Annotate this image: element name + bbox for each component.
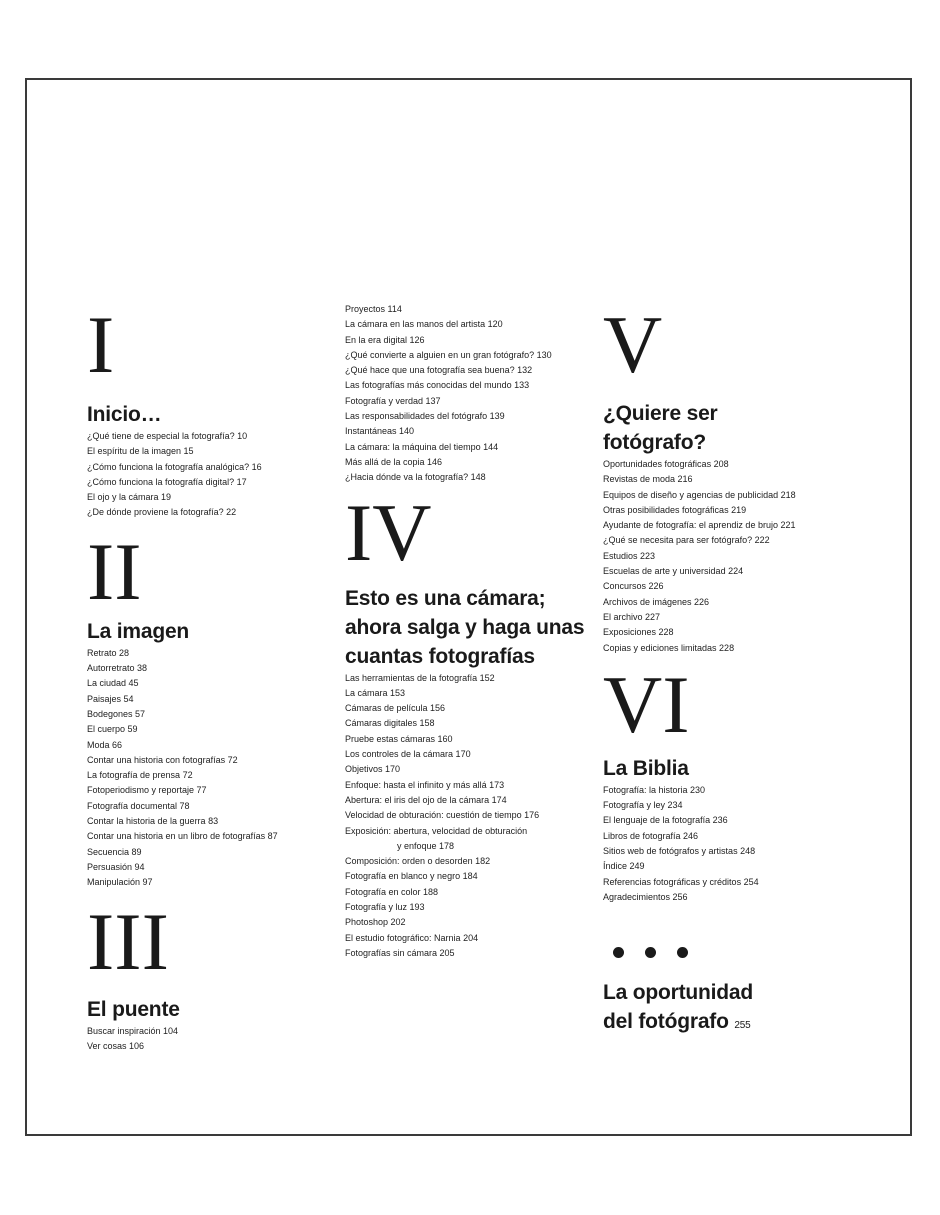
toc-item[interactable]: Persuasión 94 <box>87 861 145 872</box>
toc-item[interactable]: Contar una historia en un libro de fotografías 87 <box>87 831 278 842</box>
section-numeral-v: V <box>603 299 663 390</box>
toc-item[interactable]: Secuencia 89 <box>87 846 142 857</box>
toc-list-el-puente-continued <box>345 302 595 486</box>
section-title-line: fotógrafo? <box>603 431 706 454</box>
toc-item[interactable]: Fotoperiodismo y reportaje 77 <box>87 785 207 796</box>
toc-item[interactable]: ¿Qué hace que una fotografía sea buena? 132 <box>345 365 533 376</box>
toc-list-la-biblia <box>603 783 843 905</box>
section-title-line: Esto es una cámara; <box>345 586 546 610</box>
toc-item[interactable]: Manipulación 97 <box>87 877 153 888</box>
toc-item[interactable]: La ciudad 45 <box>87 678 139 689</box>
toc-item[interactable]: Cámaras digitales 158 <box>345 718 435 729</box>
page-number: 255 <box>734 1020 751 1032</box>
dot-icon <box>613 947 624 958</box>
section-title-el-puente: El puente <box>87 997 180 1021</box>
toc-item[interactable]: Velocidad de obturación: cuestión de tiempo 176 <box>345 810 540 821</box>
section-title-la-biblia: La Biblia <box>603 756 689 780</box>
toc-list-camara <box>345 671 595 962</box>
toc-item[interactable]: Las fotografías más conocidas del mundo 133 <box>345 380 530 391</box>
toc-item[interactable]: Fotografía y ley 234 <box>603 800 683 811</box>
toc-item[interactable]: La cámara 153 <box>345 687 406 698</box>
section-title-camara <box>345 584 595 671</box>
toc-item[interactable]: Ver cosas 106 <box>87 1040 145 1051</box>
toc-item[interactable]: Enfoque: hasta el infinito y más allá 173 <box>345 779 505 790</box>
toc-item[interactable]: ¿De dónde proviene la fotografía? 22 <box>87 507 237 518</box>
toc-item[interactable]: El lenguaje de la fotografía 236 <box>603 815 728 826</box>
section-title-inicio: Inicio… <box>87 403 162 426</box>
toc-item[interactable]: La fotografía de prensa 72 <box>87 770 193 781</box>
toc-item[interactable]: Ayudante de fotografía: el aprendiz de brujo 221 <box>603 520 796 531</box>
toc-item[interactable]: Paisajes 54 <box>87 693 134 704</box>
toc-item[interactable]: El estudio fotográfico: Narnia 204 <box>345 932 479 943</box>
toc-item[interactable]: Contar la historia de la guerra 83 <box>87 816 219 827</box>
section-numeral-iv: IV <box>345 486 432 578</box>
toc-item[interactable]: Fotografía: la historia 230 <box>603 784 706 795</box>
section-title-la-oportunidad <box>603 978 843 1040</box>
toc-item[interactable]: Contar una historia con fotografías 72 <box>87 754 238 765</box>
section-title-text: del fotógrafo <box>603 1010 729 1034</box>
section-title-la-imagen: La imagen <box>87 619 190 643</box>
toc-item[interactable]: En la era digital 126 <box>345 334 425 345</box>
toc-item[interactable]: Moda 66 <box>87 739 123 750</box>
toc-item[interactable]: El espíritu de la imagen 15 <box>87 446 194 457</box>
toc-item[interactable]: Referencias fotográficas y créditos 254 <box>603 876 759 887</box>
toc-item[interactable]: Composición: orden o desorden 182 <box>345 856 491 867</box>
section-title-line: La oportunidad <box>603 981 754 1005</box>
toc-item[interactable]: Cámaras de película 156 <box>345 703 446 714</box>
ellipsis-dots-icon <box>603 947 843 958</box>
column-2 <box>345 302 595 961</box>
toc-item[interactable]: Oportunidades fotográficas 208 <box>603 459 729 469</box>
toc-item[interactable]: ¿Cómo funciona la fotografía analógica? 16 <box>87 461 262 472</box>
dot-icon <box>677 947 688 958</box>
toc-item[interactable]: Escuelas de arte y universidad 224 <box>603 566 744 577</box>
toc-item[interactable]: Proyectos 114 <box>345 304 402 314</box>
toc-item[interactable]: Agradecimientos 256 <box>603 891 688 902</box>
toc-item[interactable]: Exposición: abertura, velocidad de obturación <box>345 825 528 836</box>
toc-item[interactable]: Exposiciones 228 <box>603 627 674 638</box>
toc-item[interactable]: Los controles de la cámara 170 <box>345 749 471 760</box>
dot-icon <box>645 947 656 958</box>
toc-item[interactable]: Las responsabilidades del fotógrafo 139 <box>345 411 505 422</box>
toc-item[interactable]: Fotografía y luz 193 <box>345 902 425 913</box>
toc-item[interactable]: Bodegones 57 <box>87 708 146 719</box>
section-numeral-iii: III <box>87 895 169 987</box>
toc-list-el-puente <box>87 1024 327 1055</box>
section-title-line: ahora salga y haga unas <box>345 615 585 639</box>
toc-item[interactable]: Revistas de moda 216 <box>603 474 693 485</box>
section-title-line: ¿Quiere ser <box>603 402 718 425</box>
toc-item[interactable]: Instantáneas 140 <box>345 426 415 437</box>
toc-item[interactable]: El archivo 227 <box>603 611 661 622</box>
toc-item[interactable]: La cámara en las manos del artista 120 <box>345 319 503 330</box>
toc-item[interactable]: Copias y ediciones limitadas 228 <box>603 642 735 653</box>
section-title-line <box>603 1007 843 1040</box>
toc-item[interactable]: Objetivos 170 <box>345 764 401 775</box>
toc-item[interactable]: Sitios web de fotógrafos y artistas 248 <box>603 846 756 857</box>
section-numeral-i: I <box>87 299 115 390</box>
section-title-line: cuantas fotografías <box>345 644 535 668</box>
section-title-quiere-ser <box>603 399 843 457</box>
column-3 <box>603 299 843 1040</box>
toc-item[interactable]: El ojo y la cámara 19 <box>87 492 172 503</box>
toc-item[interactable]: Pruebe estas cámaras 160 <box>345 733 453 744</box>
toc-item[interactable]: ¿Hacia dónde va la fotografía? 148 <box>345 472 486 483</box>
section-numeral-vi: VI <box>603 658 690 750</box>
toc-item[interactable]: Libros de fotografía 246 <box>603 830 699 841</box>
toc-item[interactable]: Retrato 28 <box>87 647 130 658</box>
toc-item[interactable]: ¿Qué tiene de especial la fotografía? 10 <box>87 431 248 441</box>
toc-item[interactable]: Abertura: el iris del ojo de la cámara 174 <box>345 794 507 805</box>
toc-item[interactable]: El cuerpo 59 <box>87 724 138 735</box>
toc-item[interactable]: Fotografía y verdad 137 <box>345 395 441 406</box>
toc-item[interactable]: Más allá de la copia 146 <box>345 456 443 467</box>
toc-item[interactable]: Las herramientas de la fotografía 152 <box>345 672 495 683</box>
toc-item[interactable]: Fotografía en blanco y negro 184 <box>345 871 478 882</box>
toc-item[interactable]: La cámara: la máquina del tiempo 144 <box>345 441 499 452</box>
toc-item[interactable]: Fotografías sin cámara 205 <box>345 947 455 958</box>
toc-item[interactable]: y enfoque 178 <box>397 840 455 851</box>
toc-item[interactable]: Fotografía en color 188 <box>345 886 439 897</box>
toc-item[interactable]: ¿Cómo funciona la fotografía digital? 17 <box>87 476 247 487</box>
toc-item[interactable]: Fotografía documental 78 <box>87 800 190 811</box>
toc-item[interactable]: Índice 249 <box>603 861 645 872</box>
toc-item[interactable]: ¿Qué convierte a alguien en un gran fotógrafo? 130 <box>345 349 552 360</box>
section-numeral-ii: II <box>87 525 142 617</box>
toc-list-inicio <box>87 429 327 521</box>
toc-item[interactable]: Concursos 226 <box>603 581 664 592</box>
toc-item[interactable]: Archivos de imágenes 226 <box>603 596 710 607</box>
toc-item[interactable]: Equipos de diseño y agencias de publicidad 218 <box>603 489 796 500</box>
toc-list-la-imagen <box>87 646 327 891</box>
column-1 <box>87 299 327 1054</box>
toc-item[interactable]: Estudios 223 <box>603 550 656 561</box>
toc-item[interactable]: Autorretrato 38 <box>87 663 148 674</box>
toc-list-quiere-ser <box>603 457 843 656</box>
toc-item[interactable]: Buscar inspiración 104 <box>87 1025 179 1036</box>
toc-item[interactable]: ¿Qué se necesita para ser fotógrafo? 222 <box>603 535 770 546</box>
toc-item[interactable]: Photoshop 202 <box>345 917 406 928</box>
toc-item[interactable]: Otras posibilidades fotográficas 219 <box>603 504 747 515</box>
